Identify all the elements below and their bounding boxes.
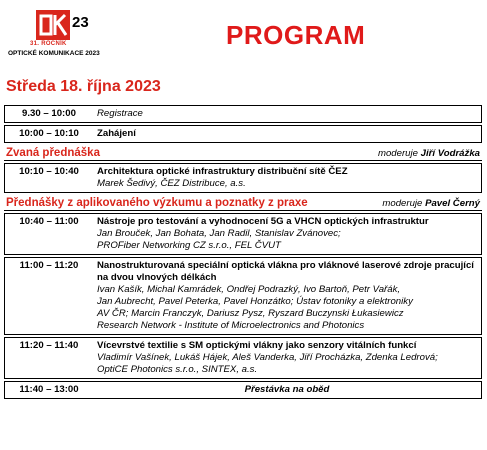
opening-label: Zahájení [97, 128, 136, 139]
section-header [4, 147, 482, 159]
logo-edition: 31. ROČNÍK [30, 41, 67, 47]
lunch-label: Přestávka na oběd [244, 384, 330, 395]
conference-logo [8, 10, 118, 68]
schedule-row [4, 125, 482, 143]
section-name: Zvaná přednáška [6, 147, 100, 159]
schedule-row [4, 257, 482, 335]
schedule-row [4, 213, 482, 255]
row-text [93, 126, 481, 142]
row-time: 10:00 – 10:10 [19, 128, 79, 139]
section-header [4, 197, 482, 209]
section-moderator [378, 148, 480, 159]
talk-title: Nanostrukturovaná speciální optická vlákna pro vláknové laserové zdroje pracující na dvou vlnových délkách [97, 260, 474, 283]
talk-speakers-line: Jan Aubrecht, Pavel Peterka, Pavel Honzátko; Ústav fotoniky a elektroniky [97, 296, 413, 307]
moderator-name: Pavel Černý [425, 198, 480, 209]
schedule-row [4, 337, 482, 379]
row-time: 11:20 – 11:40 [19, 340, 79, 351]
section-moderator [382, 198, 480, 209]
talk-info [93, 214, 481, 254]
schedule-row [4, 105, 482, 123]
talk-title: Vícevrstvé textilie s SM optickými vlákny jako senzory vitálních funkcí [97, 340, 417, 351]
moderator-label: moderuje [377, 148, 418, 159]
row-text [93, 106, 481, 122]
talk-speakers-line: PROFiber Networking CZ s.r.o., FEL ČVUT [97, 240, 281, 251]
page-title: PROGRAM [226, 20, 366, 50]
talk-speakers-line: AV ČR; Marcin Franczyk, Dariusz Pysz, Ryszard Buczynski Łukasiewicz [97, 308, 404, 319]
row-time: 11:00 – 11:20 [19, 260, 79, 271]
talk-title: Architektura optické infrastruktury distribuční sítě ČEZ [97, 166, 348, 177]
registration-label: Registrace [97, 108, 143, 119]
section-name: Přednášky z aplikovaného výzkumu a poznatky z praxe [6, 197, 308, 209]
schedule [4, 103, 482, 399]
talk-info [93, 338, 481, 378]
talk-speakers-line: Vladimír Vašínek, Lukáš Hájek, Aleš Vanderka, Jiří Procházka, Zdenka Ledrová; [97, 352, 438, 363]
talk-speakers-line: Research Network - Institute of Microelectronics and Photonics [97, 320, 365, 331]
logo-mark [36, 10, 70, 40]
moderator-name: Jiří Vodrážka [420, 148, 480, 159]
talk-info [93, 164, 481, 192]
logo-number: 23 [72, 14, 89, 31]
row-time: 10:40 – 11:00 [19, 216, 79, 227]
schedule-row [4, 163, 482, 193]
talk-speakers: Marek Šedivý, ČEZ Distribuce, a.s. [97, 178, 246, 189]
talk-speakers-line: Jan Brouček, Jan Bohata, Jan Radil, Stanislav Zvánovec; [97, 228, 341, 239]
day-heading: Středa 18. října 2023 [6, 78, 161, 95]
row-time: 10:10 – 10:40 [19, 166, 79, 177]
logo-conference-name: OPTICKÉ KOMUNIKACE 2023 [8, 50, 100, 57]
talk-speakers-line: OptiCE Photonics s.r.o., SINTEX, a.s. [97, 364, 258, 375]
talk-info [93, 258, 481, 334]
talk-speakers-line: Ivan Kašík, Michal Kamrádek, Ondřej Podrazký, Ivo Bartoň, Petr Vařák, [97, 284, 401, 295]
ok-logo-icon [36, 10, 70, 40]
moderator-label: moderuje [382, 198, 423, 209]
row-text [93, 382, 481, 398]
talk-title: Nástroje pro testování a vyhodnocení 5G a VHCN optických infrastruktur [97, 216, 429, 227]
row-time: 11:40 – 13:00 [19, 384, 79, 395]
row-time: 9.30 – 10:00 [22, 108, 76, 119]
schedule-row [4, 381, 482, 399]
